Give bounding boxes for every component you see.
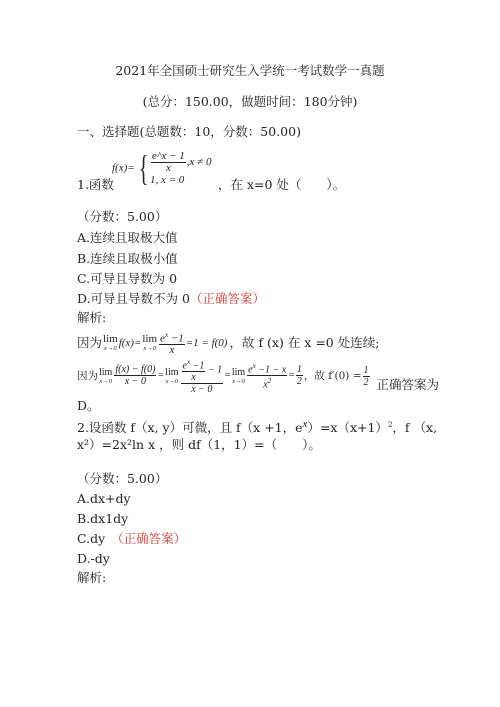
- q2-option-b: B.dx1dy: [77, 511, 129, 526]
- section-heading: 一、选择题(总题数：10，分数：50.00): [77, 124, 301, 139]
- q2-line1-a: 2.设函数 f（x, y）可微，且 f（x +1，e: [77, 420, 303, 436]
- q1-prefix: 1.函数: [77, 177, 114, 192]
- q1-option-d-text: D.可导且导数不为 0: [77, 291, 190, 306]
- half-fraction: $\frac{1}{2}$: [363, 364, 369, 388]
- q2-analysis-label: 解析:: [77, 570, 107, 585]
- q1-option-a: A.连续且取极大值: [77, 230, 178, 245]
- analysis-line2-tail: 正确答案为: [376, 377, 440, 392]
- q1-piecewise-formula: [112, 146, 211, 190]
- q2-line1-b: ）=x（x+1）: [307, 420, 388, 436]
- analysis-line1-suffix: ，故 f (x) 在 x =0 处连续;: [229, 335, 380, 350]
- q1-option-c: C.可导且导数为 0: [77, 271, 178, 286]
- q2-option-d: D.-dy: [77, 551, 110, 566]
- q2-option-c-text: C.dy: [77, 531, 106, 546]
- q2-score: （分数：5.00）: [77, 471, 168, 486]
- q1-analysis-line2: [77, 355, 439, 397]
- q2-option-a: A.dx+dy: [77, 491, 131, 506]
- q2-option-c: [77, 531, 186, 547]
- q1-fx: f(x)=: [112, 162, 135, 174]
- q2-line1-c: ，f （x,: [392, 420, 438, 436]
- q1-suffix: ，在 x=0 处（ ）。: [218, 177, 346, 192]
- brace-glyph: {: [138, 148, 149, 188]
- limit-formula-1: lim x→0 f(x)= lim x→0 $\frac{e^x -1}{x}$ =1 = f(0): [103, 330, 228, 357]
- because-label-2: 因为: [77, 370, 98, 382]
- exam-subtitle: (总分：150.00，做题时间：180分钟): [142, 94, 358, 109]
- q1-option-d: [77, 291, 265, 307]
- because-label: 因为: [77, 335, 103, 350]
- exam-title: 2021年全国硕士研究生入学统一考试数学一真题: [115, 63, 385, 78]
- analysis-line2-mid: ，故 f′(0) =: [303, 370, 362, 382]
- q2-line2: x²）=2x²ln x ，则 df（1，1）=（ ）。: [77, 437, 321, 452]
- q1-case1-den: x: [165, 161, 171, 174]
- q1-analysis-label: 解析:: [77, 310, 107, 325]
- derivative-formula: lim x→0 $\frac{f(x) - f(0)}{x - 0}$ = lim x→0 $\frac{e^x -1}{x}$ − 1 x − 0 = lim x→0 $\frac{e^x -1 - x}{x^2}$ = $\frac{1}{2}$: [99, 357, 302, 396]
- q1-option-b: B.连续且取极小值: [77, 251, 178, 266]
- correct-answer-mark: （正确答案）: [111, 531, 187, 546]
- q1-case1-num: e^x − 1: [151, 149, 185, 162]
- q1-analysis-line1: [77, 328, 379, 358]
- correct-answer-mark: （正确答案）: [189, 291, 265, 306]
- q1-case2: 1, x = 0: [149, 173, 185, 186]
- q1-answer-end: D。: [77, 398, 100, 413]
- q1-case1-cond: ,x ≠ 0: [186, 156, 212, 168]
- q2-line1: 2.设函数 f（x, y）可微，且 f（x +1，$e^x)=x(x+1)^2$，f （x,: [77, 418, 438, 436]
- q1-score: （分数：5.00）: [77, 209, 168, 224]
